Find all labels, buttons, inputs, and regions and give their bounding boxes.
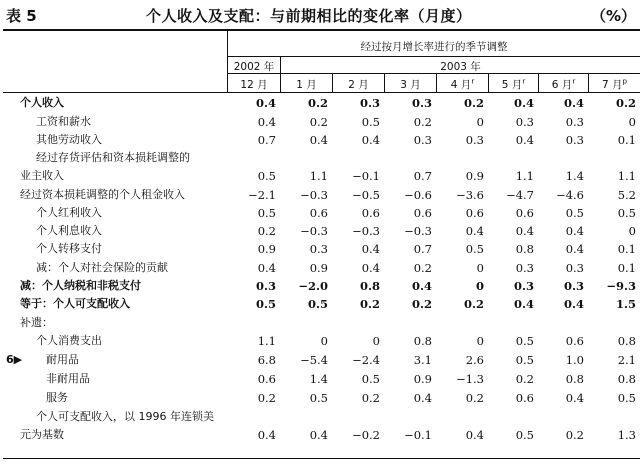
cell-value: 1.1 (617, 169, 636, 183)
cell-value: 0.4 (255, 96, 276, 110)
cell-value: 0.2 (413, 115, 432, 129)
cell-value: 0.4 (309, 133, 328, 147)
cell-value: 0.4 (563, 297, 584, 311)
cell-value: 2.6 (465, 353, 484, 367)
row-label: 补遗： (20, 316, 53, 329)
cell-value: 1.4 (565, 169, 584, 183)
row-label: 个人转移支付 (36, 242, 102, 255)
cell-value: 0.3 (515, 261, 534, 275)
row-label: 减：个人纳税和非税支付 (20, 279, 141, 292)
row-label: 个人消费支出 (36, 334, 102, 347)
cell-value: 0.1 (617, 133, 636, 147)
cell-value: 0.2 (565, 428, 584, 442)
top-rule (3, 29, 640, 31)
cell-value: 0.5 (515, 334, 534, 348)
cell-value: 0.2 (361, 391, 380, 405)
cell-value: 0.4 (257, 261, 276, 275)
cell-value: 0.6 (515, 391, 534, 405)
cell-value: 0.4 (565, 242, 584, 256)
cell-value: 0.3 (565, 261, 584, 275)
cell-value: 0.6 (515, 206, 534, 220)
cell-value: 0.3 (465, 133, 484, 147)
cell-value: 6.8 (257, 353, 276, 367)
cell-value: 0.5 (565, 206, 584, 220)
cell-value: 0.7 (413, 242, 432, 256)
cell-value: 0.4 (515, 133, 534, 147)
row-label: 等于：个人可支配收入 (20, 297, 130, 310)
row-label: 业主收入 (20, 169, 64, 182)
cell-value: −0.3 (300, 188, 328, 202)
cell-value: 0.3 (565, 133, 584, 147)
cell-value: 0.9 (465, 169, 484, 183)
cell-value: 0.2 (307, 96, 328, 110)
cell-value: 0.7 (257, 133, 276, 147)
header-month-3: 2 月 (348, 79, 369, 91)
row-label: 减：个人对社会保险的贡献 (36, 261, 168, 274)
cell-value: 0.4 (563, 96, 584, 110)
row-label: 其他劳动收入 (36, 133, 102, 146)
cell-value: 1.1 (257, 334, 276, 348)
cell-value: 0.4 (565, 224, 584, 238)
row-label: 个人红利收入 (36, 206, 102, 219)
cell-value: 0.5 (515, 428, 534, 442)
cell-value: −0.3 (352, 224, 380, 238)
cell-value: −0.3 (404, 224, 432, 238)
header-year-2003: 2003 年 (440, 61, 481, 73)
cell-value: 3.1 (413, 353, 432, 367)
cell-value: 0.5 (617, 391, 636, 405)
cell-value: 0 (628, 115, 636, 129)
cell-value: −0.6 (404, 188, 432, 202)
cell-value: 1.1 (515, 169, 534, 183)
cell-value: −4.7 (506, 188, 534, 202)
cell-value: −1.3 (456, 372, 484, 386)
cell-value: −2.1 (248, 188, 276, 202)
table-unit: （%） (590, 7, 636, 25)
row-label: 元为基数 (20, 428, 64, 441)
cell-value: 0.8 (413, 334, 432, 348)
cell-value: 0.5 (309, 391, 328, 405)
cell-value: 0.9 (257, 242, 276, 256)
cell-value: 0.9 (413, 372, 432, 386)
cell-value: 0.4 (465, 428, 484, 442)
cell-value: 0 (628, 224, 636, 238)
cell-value: 0.4 (413, 391, 432, 405)
cell-value: 0.8 (617, 372, 636, 386)
cell-value: 0.5 (515, 353, 534, 367)
page-marker: 6▶ (6, 353, 23, 366)
cell-value: 0.6 (465, 206, 484, 220)
row-label: 工资和薪水 (36, 115, 91, 128)
cell-value: 0 (476, 261, 484, 275)
cell-value: 0.2 (257, 391, 276, 405)
cell-value: 0.2 (257, 224, 276, 238)
cell-value: −0.3 (300, 224, 328, 238)
cell-value: 0.5 (255, 297, 276, 311)
cell-value: −2.0 (298, 279, 328, 293)
row-label: 个人收入 (20, 96, 64, 109)
cell-value: 0 (320, 334, 328, 348)
header-year-2002: 2002 年 (233, 61, 275, 73)
table-title-bar (4, 3, 640, 27)
cell-value: 0.2 (463, 96, 484, 110)
cell-value: 0.2 (465, 391, 484, 405)
cell-value: 0.3 (309, 242, 328, 256)
row-label: 经过资本损耗调整的个人租金收入 (20, 188, 185, 201)
cell-value: 0.3 (513, 279, 534, 293)
cell-value: 0 (475, 279, 484, 293)
row-label: 非耐用品 (46, 372, 90, 385)
cell-value: 0.4 (361, 133, 380, 147)
cell-value: 0.5 (617, 206, 636, 220)
cell-value: 0.2 (309, 115, 328, 129)
cell-value: 0.3 (563, 279, 584, 293)
cell-value: 0.6 (413, 206, 432, 220)
header-month-2: 1 月 (296, 79, 317, 91)
cell-value: 0.5 (361, 115, 380, 129)
cell-value: 0.4 (411, 279, 432, 293)
cell-value: 0.2 (359, 297, 380, 311)
cell-value: 0.4 (465, 224, 484, 238)
cell-value: −9.3 (606, 279, 636, 293)
cell-value: 0.6 (309, 206, 328, 220)
cell-value: 0 (476, 334, 484, 348)
row-label: 个人利息收入 (36, 224, 102, 237)
cell-value: 0.4 (361, 261, 380, 275)
header-month-6: 5 月$^r$ (501, 77, 526, 91)
table-number: 表 5 (6, 7, 37, 25)
cell-value: 0.8 (515, 242, 534, 256)
header-month-4: 3 月 (400, 79, 421, 91)
cell-value: 0.6 (361, 206, 380, 220)
cell-value: −5.4 (300, 353, 328, 367)
cell-value: 0.9 (309, 261, 328, 275)
cell-value: 2.1 (617, 353, 636, 367)
cell-value: 1.1 (309, 169, 328, 183)
header-rule-1 (228, 56, 640, 57)
cell-value: 1.4 (309, 372, 328, 386)
cell-value: 0.5 (257, 206, 276, 220)
cell-value: 0.5 (465, 242, 484, 256)
cell-value: 0.8 (359, 279, 380, 293)
cell-value: −4.6 (556, 188, 584, 202)
cell-value: 0.2 (463, 297, 484, 311)
cell-value: 0.3 (411, 96, 432, 110)
cell-value: 0.4 (257, 428, 276, 442)
cell-value: 0 (476, 115, 484, 129)
cell-value: 0 (372, 334, 380, 348)
cell-value: 0.8 (565, 372, 584, 386)
header-month-1: 12 月 (240, 79, 268, 91)
cell-value: 0.5 (307, 297, 328, 311)
header-month-7: 6 月$^r$ (551, 77, 576, 91)
cell-value: 0.4 (361, 242, 380, 256)
cell-value: 0.2 (413, 261, 432, 275)
cell-value: 0.3 (255, 279, 276, 293)
cell-value: −0.2 (352, 428, 380, 442)
cell-value: 0.6 (565, 334, 584, 348)
row-label: 耐用品 (46, 353, 79, 366)
cell-value: −0.1 (404, 428, 432, 442)
cell-value: 0.2 (411, 297, 432, 311)
row-label: 经过存货评估和资本损耗调整的 (36, 151, 190, 164)
cell-value: 0.8 (617, 334, 636, 348)
header-month-8: 7 月$^p$ (602, 77, 627, 91)
cell-value: 1.0 (565, 353, 584, 367)
header-group: 经过按月增长率进行的季节调整 (360, 41, 508, 53)
cell-value: −0.5 (352, 188, 380, 202)
cell-value: 0.6 (257, 372, 276, 386)
row-label: 个人可支配收入，以 1996 年连锁美 (36, 410, 214, 423)
bottom-rule (3, 458, 640, 459)
cell-value: 0.4 (513, 96, 534, 110)
cell-value: 0.4 (565, 391, 584, 405)
cell-value: 0.5 (361, 372, 380, 386)
row-label: 服务 (46, 391, 68, 404)
cell-value: 0.1 (617, 261, 636, 275)
cell-value: 0.2 (515, 372, 534, 386)
cell-value: −0.1 (352, 169, 380, 183)
cell-value: 0.4 (309, 428, 328, 442)
cell-value: 0.4 (257, 115, 276, 129)
cell-value: 5.2 (617, 188, 636, 202)
cell-value: 0.3 (565, 115, 584, 129)
cell-value: 0.3 (359, 96, 380, 110)
cell-value: 0.5 (257, 169, 276, 183)
cell-value: 0.3 (413, 133, 432, 147)
cell-value: 0.3 (515, 115, 534, 129)
cell-value: 1.5 (615, 297, 636, 311)
header-month-5: 4 月$^r$ (450, 77, 475, 91)
cell-value: 0.4 (515, 224, 534, 238)
cell-value: −3.6 (456, 188, 484, 202)
header-bottom-rule (3, 92, 640, 93)
cell-value: 0.1 (617, 242, 636, 256)
cell-value: 0.2 (615, 96, 636, 110)
cell-value: −2.4 (352, 353, 380, 367)
cell-value: 0.7 (413, 169, 432, 183)
cell-value: 0.4 (513, 297, 534, 311)
table-title: 个人收入及支配：与前期相比的变化率（月度） (146, 7, 472, 25)
cell-value: 1.3 (617, 428, 636, 442)
